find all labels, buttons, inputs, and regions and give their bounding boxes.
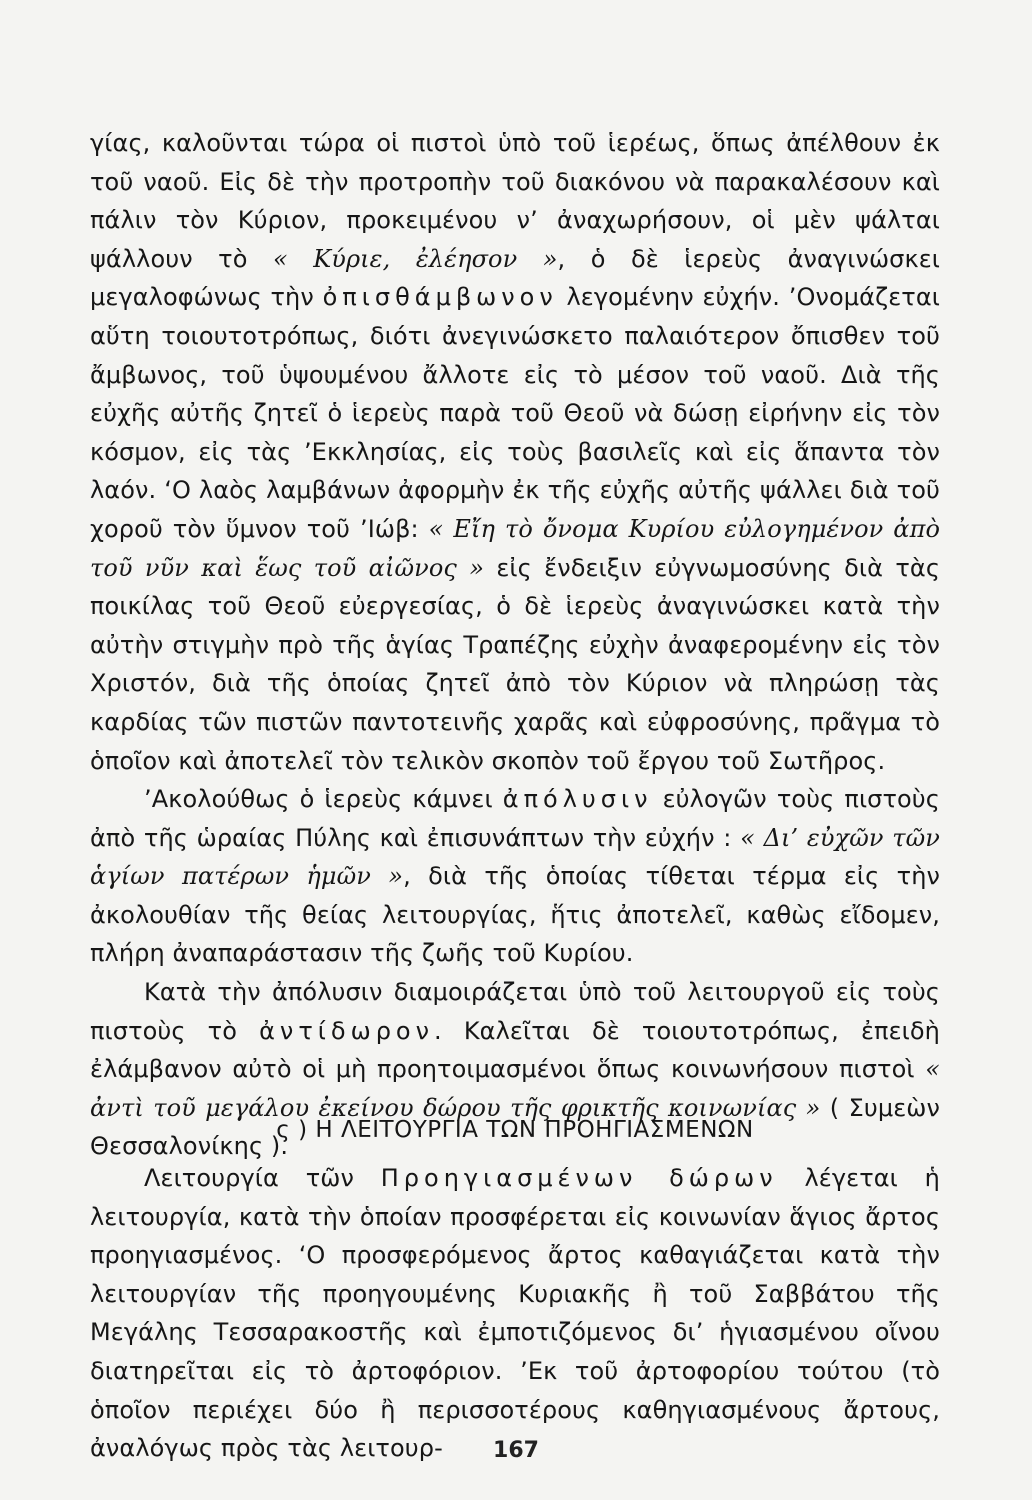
paragraph-2-run: εὐλογῶν τοὺς πιστοὺς ἀπὸ τῆς ὡραίας Πύλης καὶ ἐπισυνάπτων τὴν εὐχήν : xyxy=(90,785,940,852)
paragraph-2-run: , διὰ τῆς ὁποίας τίθεται τέρμα εἰς τὴν ἀκολουθίαν τῆς θείας λειτουργίας, ἥτις ἀποτελεῖ, καθὼς εἴδομεν, πλήρη ἀναπαράστασιν τῆς ζωῆς τοῦ Κυρίου. xyxy=(90,862,941,968)
paragraph-3-run: ( Συμεὼν Θεσσαλονίκης ). xyxy=(90,1093,940,1161)
paragraph-1-run: , ὁ δὲ ἱερεὺς ἀναγινώσκει μεγαλοφώνως τὴν xyxy=(90,244,941,312)
paragraph-3-run: . Καλεῖται δὲ τοιουτοτρόπως, ἐπειδὴ ἐλάμβανον αὐτὸ οἱ μὴ προητοιμασμένοι ὅπως κοινωνήσουν πιστοὶ xyxy=(90,1016,940,1084)
paragraph-4-run: Λειτουργία τῶν xyxy=(144,1164,381,1192)
page-number: 167 xyxy=(493,1438,539,1463)
paragraph-2-run: ’Ακολούθως ὁ ἱερεὺς κάμνει xyxy=(144,785,503,814)
paragraph-1-run: εἰς ἔνδειξιν εὐγνωμοσύνης διὰ τὰς ποικίλας τοῦ Θεοῦ εὐεργεσίας, ὁ δὲ ἱερεὺς ἀναγινώσκει κατὰ τὴν αὐτὴν στιγμὴν πρὸ τῆς ἁγίας Τραπέζης εὐχὴν ἀναφερομένην εἰς τὸν Χριστόν, διὰ τῆς ὁποίας ζητεῖ ἀπὸ τὸν Κύριον νὰ πληρώσῃ τὰς καρδίας τῶν πιστῶν παντοτεινῆς χαρᾶς καὶ εὐφροσύνης, πρᾶγμα τὸ ὁποῖον καὶ ἀποτελεῖ τὸν τελικὸν σκοπὸν τοῦ ἔργου τοῦ Σωτῆρος. xyxy=(90,553,940,775)
text-block-bottom xyxy=(90,1159,940,1468)
section-heading: ς ) Η ΛΕΙΤΟΥΡΓΙΑ ΤΩΝ ΠΡΟΗΓΙΑΣΜΕΝΩΝ xyxy=(276,1117,754,1143)
paragraph-3-run: ἀντίδωρον xyxy=(259,1016,435,1045)
paragraph-2-run: ἀπόλυσιν xyxy=(502,785,653,814)
paragraph-1-run: « Κύριε, ἐλέησον » xyxy=(272,244,558,273)
paragraph-1-run: γίας, καλοῦνται τώρα οἱ πιστοὶ ὑπὸ τοῦ ἱερέως, ὅπως ἀπέλθουν ἐκ τοῦ ναοῦ. Εἰς δὲ τὴν προτροπὴν τοῦ διακόνου νὰ παρακαλέσουν καὶ πάλιν τὸν Κύριον, προκειμένου ν’ ἀναχωρήσουν, οἱ μὲν ψάλται ψάλλουν τὸ xyxy=(90,129,940,273)
paragraph-1-run: « Εἴη τὸ ὄνομα Κυρίου εὐλογημένον ἀπὸ τοῦ νῦν καὶ ἕως τοῦ αἰῶνος » xyxy=(90,514,941,582)
paragraph-1-run: λεγομένην εὐχήν. ’Ονομάζεται αὕτη τοιουτοτρόπως, διότι ἀνεγινώσκετο παλαιότερον ὄπισθεν τοῦ ἄμβωνος, τοῦ ὑψουμένου ἄλλοτε εἰς τὸ μέσον τοῦ ναοῦ. Διὰ τῆς εὐχῆς αὐτῆς ζητεῖ ὁ ἱερεὺς παρὰ τοῦ Θεοῦ νὰ δώσῃ εἰρήνην εἰς τὸν κόσμον, εἰς τὰς ’Εκκλησίας, εἰς τοὺς βασιλεῖς καὶ εἰς ἅπαντα τὸν λαόν. ‘Ο λαὸς λαμβάνων ἀφορμὴν ἐκ τῆς εὐχῆς αὐτῆς ψάλλει διὰ τοῦ χοροῦ τὸν ὕμνον τοῦ ’Ιώβ: xyxy=(90,283,940,543)
paragraph-1-run: ὀπισθάμβωνον xyxy=(322,283,558,312)
paragraph-2 xyxy=(90,780,940,973)
paragraph-3-run: « ἀντὶ τοῦ μεγάλου ἐκείνου δώρου τῆς φρικτῆς κοινωνίας » xyxy=(90,1055,940,1122)
text-block-top xyxy=(90,124,940,1166)
paragraph-3-run: Κατὰ τὴν ἀπόλυσιν διαμοιράζεται ὑπὸ τοῦ λειτουργοῦ εἰς τοὺς πιστοὺς τὸ xyxy=(90,978,940,1045)
paragraph-4-run: Προηγιασμένων δώρων xyxy=(380,1164,778,1192)
paragraph-4 xyxy=(90,1159,940,1468)
paragraph-2-run: « Δι’ εὐχῶν τῶν ἁγίων πατέρων ἡμῶν » xyxy=(90,823,940,891)
paragraph-1 xyxy=(90,124,940,780)
paragraph-4-run: λέγεται ἡ λειτουργία, κατὰ τὴν ὁποίαν προσφέρεται εἰς κοινωνίαν ἅγιος ἄρτος προηγιασμένος. ‘Ο προσφερόμενος ἄρτος καθαγιάζεται κατὰ τὴν λειτουργίαν τῆς προηγουμένης Κυριακῆς ἢ τοῦ Σαββάτου τῆς Μεγάλης Τεσσαρακοστῆς καὶ ἐμποτιζόμενος δι’ ἡγιασμένου οἴνου διατηρεῖται εἰς τὸ ἀρτοφόριον. ’Εκ τοῦ ἀρτοφορίου τούτου (τὸ ὁποῖον περιέχει δύο ἢ περισσοτέρους καθηγιασμένους ἄρτους, ἀναλόγως πρὸς τὰς λειτουρ- xyxy=(90,1164,940,1463)
